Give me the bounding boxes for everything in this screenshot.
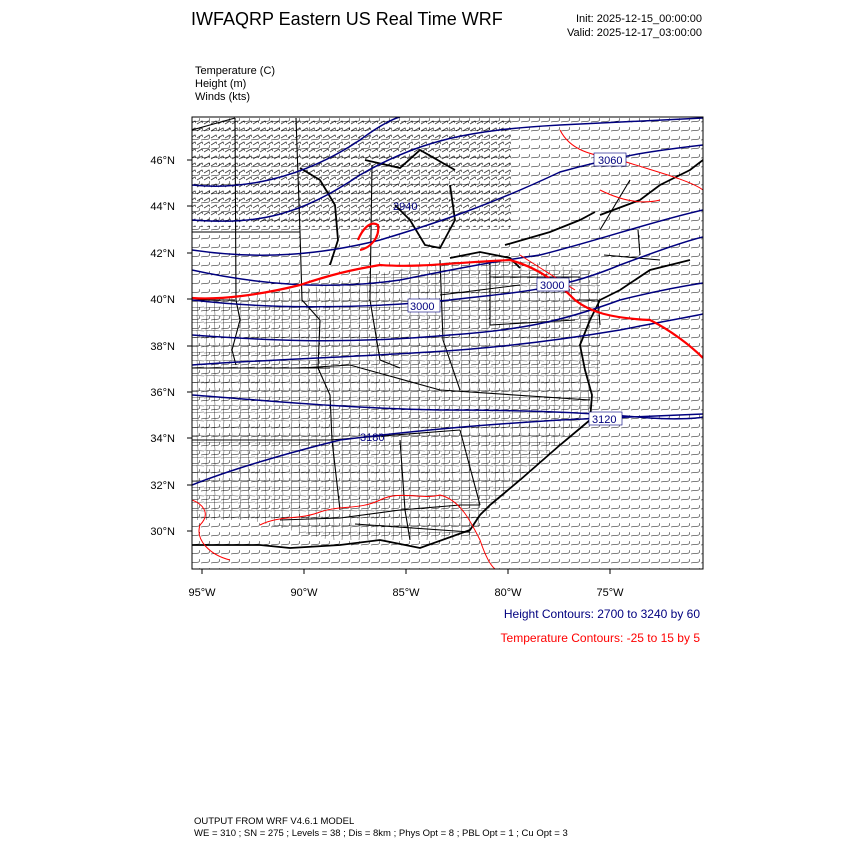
lat-ticks [187,160,192,531]
lat-label: 32°N [150,480,175,492]
temperature-contour-legend: Temperature Contours: -25 to 15 by 5 [500,631,700,645]
height-label-3180: 3180 [360,432,385,444]
height-contour-legend: Height Contours: 2700 to 3240 by 60 [503,607,700,621]
lat-label: 40°N [150,294,175,306]
lon-label: 75°W [596,587,624,599]
init-time: Init: 2025-12-15_00:00:00 [576,13,702,25]
field-temperature: Temperature (C) [195,65,276,77]
height-label-2940: 2940 [393,201,418,213]
footer-settings: WE = 310 ; SN = 275 ; Levels = 38 ; Dis = 8km ; Phys Opt = 8 ; PBL Opt = 1 ; Cu Opt = 3 [194,828,568,839]
footer-model: OUTPUT FROM WRF V4.6.1 MODEL [194,816,355,827]
lon-labels [188,587,624,599]
lon-label: 80°W [494,587,522,599]
map-title: IWFAQRP Eastern US Real Time WRF [191,9,503,29]
lat-label: 44°N [150,201,175,213]
height-label-3120: 3120 [592,414,617,426]
lat-labels [150,155,175,538]
lat-label: 46°N [150,155,175,167]
lon-label: 95°W [188,587,216,599]
height-label-3000: 3000 [540,280,565,292]
lat-label: 34°N [150,433,175,445]
height-label-3060: 3060 [598,155,623,167]
field-height: Height (m) [195,78,247,90]
valid-time: Valid: 2025-12-17_03:00:00 [567,27,702,39]
lon-ticks [202,569,610,574]
height-label-3000-lower: 3000 [410,301,435,313]
lat-label: 38°N [150,341,175,353]
wind-barbs-north [192,117,512,227]
lat-label: 36°N [150,387,175,399]
lat-label: 42°N [150,248,175,260]
map-content [192,117,703,569]
field-winds: Winds (kts) [195,91,250,103]
lat-label: 30°N [150,526,175,538]
lon-label: 90°W [290,587,318,599]
lon-label: 85°W [392,587,420,599]
